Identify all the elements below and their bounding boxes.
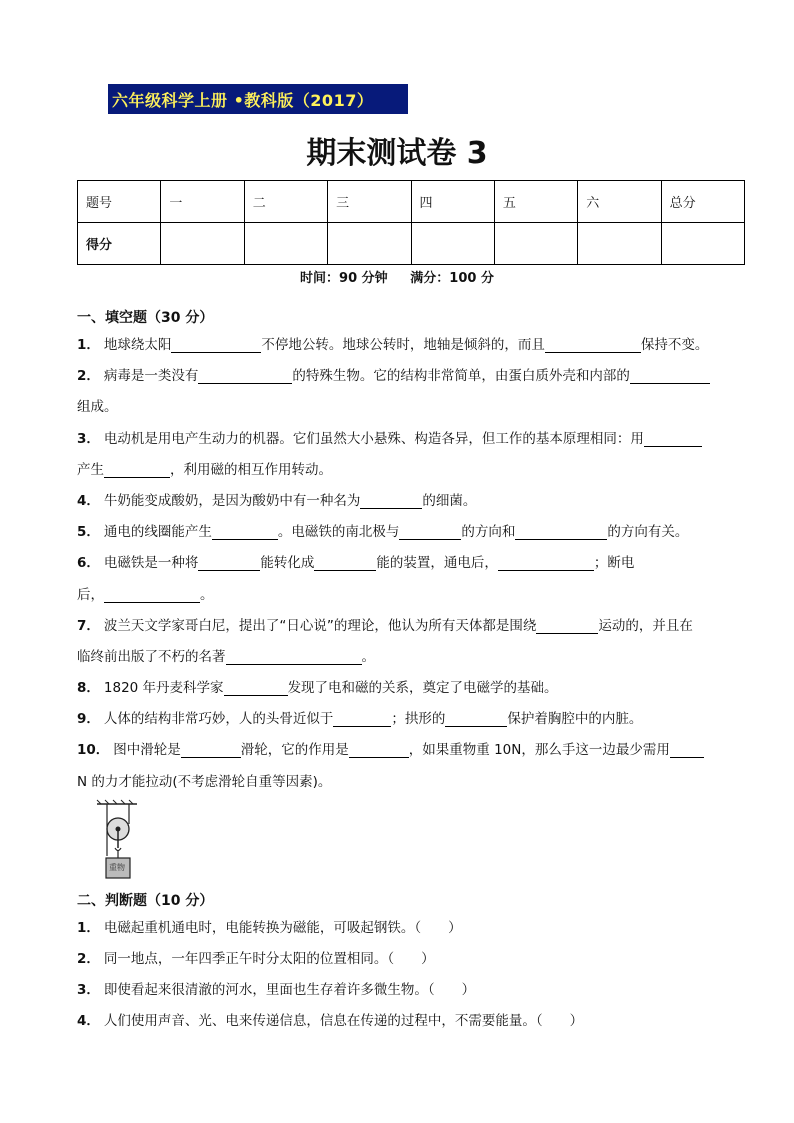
answer-blank[interactable] xyxy=(536,615,598,634)
question-number: 6． xyxy=(77,555,100,572)
answer-blank[interactable] xyxy=(224,677,288,696)
question-text: 同一地点，一年四季正午时分太阳的位置相同。（ ） xyxy=(103,951,435,967)
time-and-score-info: 时间：90 分钟 满分：100 分 xyxy=(300,271,494,286)
question-text: 的细菌。 xyxy=(422,492,477,509)
question-text: 通电的线圈能产生 xyxy=(103,524,212,541)
question-text: 保护着胸腔中的内脏。 xyxy=(507,711,643,728)
question-text: 不停地公转。地球公转时，地轴是倾斜的，而且 xyxy=(261,337,545,353)
question-text: 人们使用声音、光、电来传递信息，信息在传递的过程中，不需要能量。（ ） xyxy=(103,1013,584,1030)
question-text: 病毒是一类没有 xyxy=(103,368,199,385)
question-text: 。 xyxy=(200,586,214,603)
answer-blank[interactable] xyxy=(630,365,710,384)
question-number: 9． xyxy=(77,711,100,728)
question-text: 地球绕太阳 xyxy=(103,337,172,353)
question-5 xyxy=(77,517,747,548)
score-input-cell[interactable] xyxy=(244,223,327,265)
score-table-header-row xyxy=(78,181,745,223)
answer-blank[interactable] xyxy=(545,334,641,353)
answer-blank[interactable] xyxy=(515,521,607,540)
score-input-cell[interactable] xyxy=(494,223,577,265)
section-heading-true-false: 二、判断题（10 分） xyxy=(77,892,214,909)
answer-blank[interactable] xyxy=(171,334,261,353)
answer-blank[interactable] xyxy=(498,552,594,571)
question-6 xyxy=(77,548,747,579)
score-cell-col4: 四 xyxy=(411,181,494,223)
question-text: 的特殊生物。它的结构非常简单，由蛋白质外壳和内部的 xyxy=(292,368,630,385)
answer-blank[interactable] xyxy=(349,739,409,758)
score-row-label: 得分 xyxy=(78,223,161,265)
score-cell-col2: 二 xyxy=(244,181,327,223)
score-cell-total: 总分 xyxy=(661,181,744,223)
question-number: 1． xyxy=(77,919,100,936)
question-text: 发现了电和磁的关系，奠定了电磁学的基础。 xyxy=(287,680,558,697)
question-text: 的方向有关。 xyxy=(607,524,689,541)
pulley-figure xyxy=(95,798,155,883)
pulley-illustration xyxy=(95,798,155,883)
answer-blank[interactable] xyxy=(314,552,376,571)
score-cell-col5: 五 xyxy=(494,181,577,223)
question-text: 后， xyxy=(77,586,104,603)
answer-blank[interactable] xyxy=(360,490,422,509)
question-text: ；断电 xyxy=(593,555,635,572)
score-table xyxy=(77,180,745,265)
score-cell-col3: 三 xyxy=(328,181,411,223)
question-4 xyxy=(77,486,747,517)
question-text: 电动机是用电产生动力的机器。它们虽然大小悬殊、构造各异，但工作的基本原理相同：用 xyxy=(103,430,644,447)
question-7-cont xyxy=(77,642,747,673)
question-text: 保持不变。 xyxy=(640,337,709,353)
question-text: 电磁铁是一种将 xyxy=(103,555,199,572)
score-cell-label: 题号 xyxy=(78,181,161,223)
section-heading-fill-blank: 一、填空题（30 分） xyxy=(77,310,214,326)
question-number: 1． xyxy=(77,337,100,353)
question-number: 4． xyxy=(77,492,100,509)
question-number: 4． xyxy=(77,1013,100,1030)
exam-title: 期末测试卷 3 xyxy=(306,136,488,171)
question-text: 波兰天文学家哥白尼，提出了“日心说”的理论，他认为所有天体都是围绕 xyxy=(103,617,537,634)
question-text: 组成。 xyxy=(77,399,118,416)
question-text: ，如果重物重 10N，那么手这一边最少需用 xyxy=(408,742,670,759)
question-text: 牛奶能变成酸奶，是因为酸奶中有一种名为 xyxy=(103,492,361,509)
score-input-cell[interactable] xyxy=(328,223,411,265)
question-10-cont xyxy=(77,767,747,798)
question-text: 能的装置，通电后， xyxy=(376,555,498,572)
answer-blank[interactable] xyxy=(670,739,704,758)
question-number: 5． xyxy=(77,524,100,541)
question-text: 临终前出版了不朽的名著 xyxy=(77,648,226,665)
question-number: 10． xyxy=(77,742,110,759)
question-number: 8． xyxy=(77,680,100,697)
question-text: 的方向和 xyxy=(461,524,516,541)
question-text: 电磁起重机通电时，电能转换为磁能，可吸起钢铁。（ ） xyxy=(103,919,462,936)
question-text: 产生 xyxy=(77,461,104,478)
question-text: 运动的，并且在 xyxy=(598,617,693,634)
question-10 xyxy=(77,735,747,766)
answer-blank[interactable] xyxy=(104,459,170,478)
grade-banner: 六年级科学上册 •教科版（2017） xyxy=(108,84,408,114)
score-input-cell[interactable] xyxy=(661,223,744,265)
question-3 xyxy=(77,424,747,455)
exam-content xyxy=(77,306,747,1038)
answer-blank[interactable] xyxy=(212,521,278,540)
question-9 xyxy=(77,704,747,735)
question-number: 2． xyxy=(77,368,100,385)
answer-blank[interactable] xyxy=(226,646,362,665)
answer-blank[interactable] xyxy=(181,739,241,758)
question-3-cont xyxy=(77,455,747,486)
question-text: 。电磁铁的南北极与 xyxy=(277,524,400,541)
question-text: 即使看起来很清澈的河水，里面也生存着许多微生物。（ ） xyxy=(103,982,476,999)
question-2 xyxy=(77,361,747,392)
score-cell-col6: 六 xyxy=(578,181,661,223)
score-input-cell[interactable] xyxy=(161,223,244,265)
answer-blank[interactable] xyxy=(104,584,200,603)
weight-label: 重物 xyxy=(109,862,125,872)
judge-question-1 xyxy=(77,913,747,944)
question-1 xyxy=(77,330,747,361)
judge-question-4 xyxy=(77,1006,747,1037)
question-6-cont xyxy=(77,580,747,611)
question-text: ，利用磁的相互作用转动。 xyxy=(170,461,332,478)
answer-blank[interactable] xyxy=(198,365,292,384)
question-number: 3． xyxy=(77,430,100,447)
answer-blank[interactable] xyxy=(644,428,702,447)
answer-blank[interactable] xyxy=(198,552,260,571)
answer-blank[interactable] xyxy=(445,708,507,727)
question-8 xyxy=(77,673,747,704)
score-table-score-row xyxy=(78,223,745,265)
score-cell-col1: 一 xyxy=(161,181,244,223)
question-text: ；拱形的 xyxy=(391,711,446,728)
question-number: 3． xyxy=(77,982,100,999)
question-text: 滑轮，它的作用是 xyxy=(240,742,349,759)
judge-question-2 xyxy=(77,944,747,975)
score-input-cell[interactable] xyxy=(578,223,661,265)
question-text: 1820 年丹麦科学家 xyxy=(103,680,224,697)
question-text: 能转化成 xyxy=(260,555,315,572)
judge-question-3 xyxy=(77,975,747,1006)
question-text: 人体的结构非常巧妙，人的头骨近似于 xyxy=(103,711,334,728)
answer-blank[interactable] xyxy=(399,521,461,540)
question-7 xyxy=(77,611,747,642)
answer-blank[interactable] xyxy=(333,708,391,727)
score-input-cell[interactable] xyxy=(411,223,494,265)
question-2-cont xyxy=(77,392,747,423)
question-number: 2． xyxy=(77,951,100,967)
question-text: 图中滑轮是 xyxy=(113,742,181,759)
question-text: N 的力才能拉动(不考虑滑轮自重等因素)。 xyxy=(77,773,332,790)
question-number: 7． xyxy=(77,617,100,634)
question-text: 。 xyxy=(361,648,375,665)
